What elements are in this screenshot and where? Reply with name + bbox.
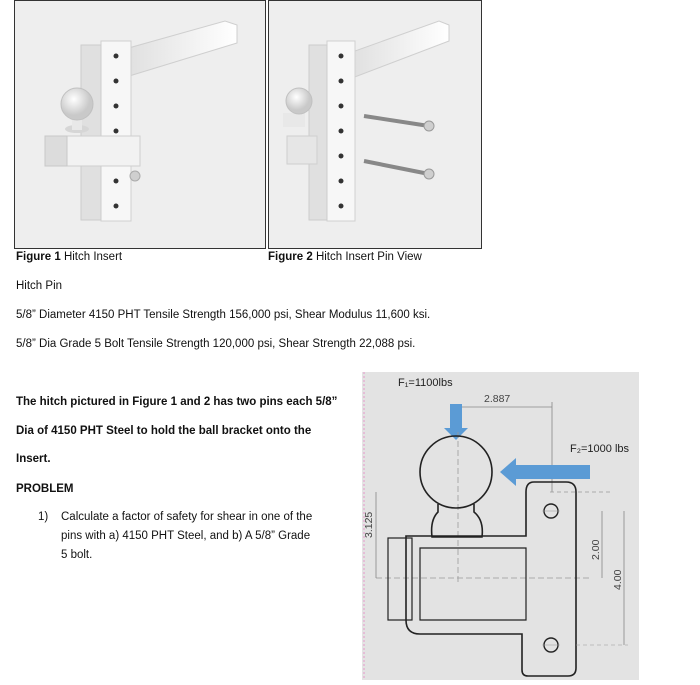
problem-heading: PROBLEM — [16, 483, 74, 495]
problem-item-line-3: 5 bolt. — [61, 549, 93, 561]
f1-label: F₁=1100lbs — [398, 377, 453, 389]
engineering-drawing — [362, 372, 639, 680]
figure-1-image — [14, 0, 266, 249]
hitch-ball — [420, 436, 492, 508]
spec-line-2: 5/8” Dia Grade 5 Bolt Tensile Strength 120,000 psi, Shear Strength 22,088 psi. — [16, 338, 416, 350]
dim-left-label: 3.125 — [363, 511, 375, 538]
figure-2-label: Figure 2 — [268, 251, 313, 263]
f2-label: F₂=1000 lbs — [570, 443, 630, 455]
hitch-insert-render — [15, 1, 265, 248]
problem-item-line-2: pins with a) 4150 PHT Steel, and b) A 5/8” Grade — [61, 530, 311, 542]
dim-top-label: 2.887 — [484, 393, 511, 405]
description-line-2: Dia of 4150 PHT Steel to hold the ball bracket onto the — [16, 425, 312, 437]
figure-2-text: Hitch Insert Pin View — [315, 251, 422, 263]
figure-2-image — [268, 0, 482, 249]
figure-1-caption — [16, 251, 122, 263]
hitch-pin-view-render — [269, 1, 481, 248]
section-title: Hitch Pin — [16, 280, 63, 292]
hitch-dimension-drawing — [362, 372, 639, 680]
figure-2-caption — [268, 251, 422, 263]
problem-item-line-1: Calculate a factor of safety for shear in one of the — [61, 511, 313, 523]
problem-item-number: 1) — [38, 511, 49, 523]
f1-force-arrow — [444, 404, 468, 440]
figure-1-text: Hitch Insert — [63, 251, 123, 263]
spec-line-1: 5/8” Diameter 4150 PHT Tensile Strength 156,000 psi, Shear Modulus 11,600 ksi. — [16, 309, 431, 321]
description-line-1: The hitch pictured in Figure 1 and 2 has two pins each 5/8” — [16, 396, 338, 408]
dim-right-outer-label: 4.00 — [612, 569, 624, 590]
dim-right-inner-label: 2.00 — [590, 539, 602, 560]
figure-1-label: Figure 1 — [16, 251, 61, 263]
description-line-3: Insert. — [16, 453, 51, 465]
